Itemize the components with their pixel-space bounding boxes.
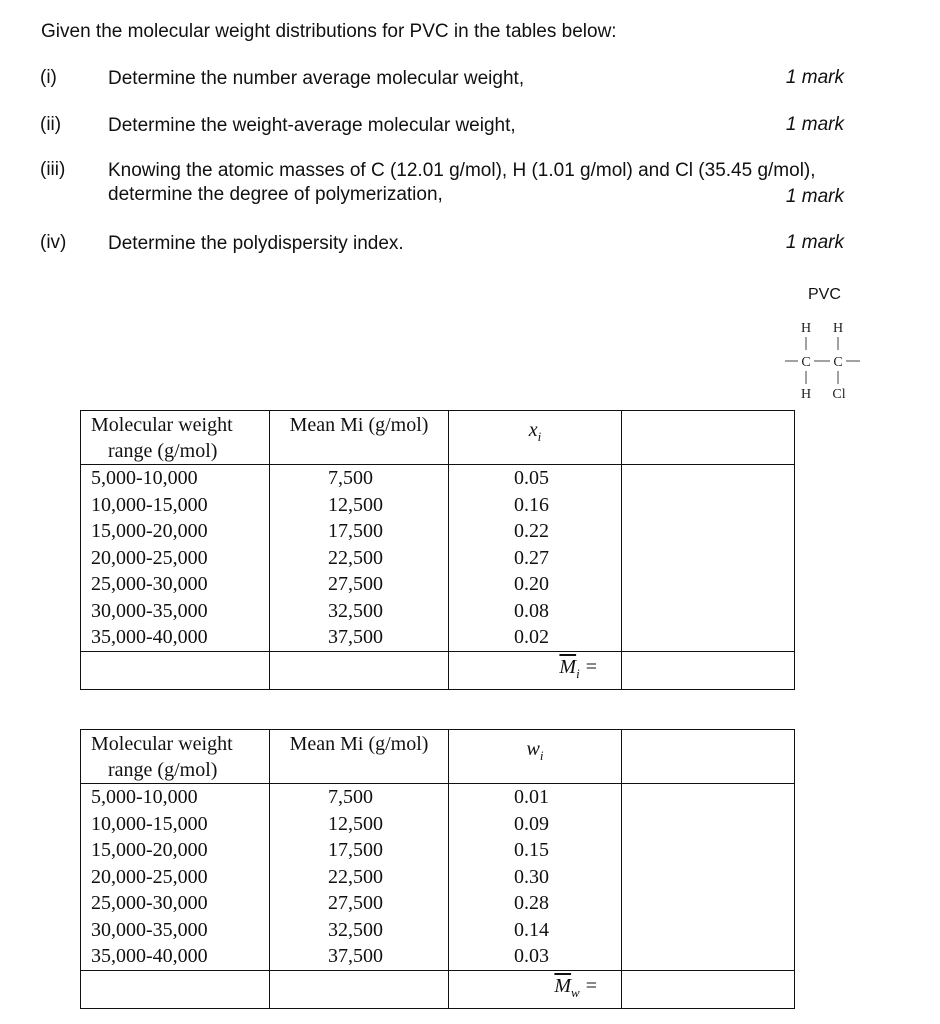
number-average-label <box>449 651 622 689</box>
blank-column <box>622 465 795 652</box>
question-number: (iv) <box>40 232 67 253</box>
equals-sign: = <box>585 655 597 678</box>
intro-text: Given the molecular weight distributions for PVC in the tables below: <box>41 21 617 42</box>
table-body-row <box>81 465 795 652</box>
table-cell: 25,000-30,000 <box>91 573 208 595</box>
table-cell: 17,500 <box>328 839 383 861</box>
question-number: (iii) <box>40 159 66 180</box>
header-range-line2: range (g/mol) <box>108 759 218 781</box>
pvc-title: PVC <box>808 286 841 303</box>
header-fraction-sub: i <box>539 748 544 763</box>
table-cell: 5,000-10,000 <box>91 786 198 808</box>
table-footer-row <box>81 970 795 1008</box>
weight-fraction-table <box>80 729 795 1009</box>
table-cell: 0.16 <box>514 493 549 516</box>
header-fraction <box>449 411 622 465</box>
question-number: (i) <box>40 67 57 88</box>
header-fraction-base: w <box>526 738 540 760</box>
header-blank <box>622 411 795 465</box>
table-cell: 15,000-20,000 <box>91 839 208 861</box>
table-cell: 0.03 <box>514 945 549 967</box>
table-header-row <box>81 730 795 784</box>
header-mean: Mean Mi (g/mol) <box>270 730 449 784</box>
question-mark: 1 mark <box>785 114 844 135</box>
question-mark: 1 mark <box>785 232 844 253</box>
table-cell: 37,500 <box>328 626 383 648</box>
table-cell: 7,500 <box>328 786 373 808</box>
answer-cell[interactable] <box>622 970 795 1008</box>
table-cell: 5,000-10,000 <box>91 467 198 489</box>
footer-blank <box>270 651 449 689</box>
question-text: Determine the polydispersity index. <box>108 233 404 254</box>
table-cell: 0.22 <box>514 520 549 542</box>
table-cell: 12,500 <box>328 493 383 516</box>
question-number: (ii) <box>40 114 62 135</box>
table-cell: 7,500 <box>328 467 373 489</box>
table-cell: 35,000-40,000 <box>91 626 208 648</box>
average-subscript: w <box>571 984 580 1000</box>
table-cell: 0.27 <box>514 546 549 569</box>
table-cell: 20,000-25,000 <box>91 546 208 569</box>
table-cell: 15,000-20,000 <box>91 520 208 542</box>
footer-blank <box>81 651 270 689</box>
header-fraction <box>449 730 622 784</box>
atom-c-1: C <box>801 355 811 370</box>
atom-c-2: C <box>833 355 843 370</box>
answer-cell[interactable] <box>622 651 795 689</box>
average-subscript: i <box>576 665 580 681</box>
table-cell: 37,500 <box>328 945 383 967</box>
header-range <box>81 730 270 784</box>
mean-column <box>270 784 449 971</box>
table-cell: 0.09 <box>514 812 549 835</box>
bond-lines <box>785 337 860 384</box>
atom-h-top-2: H <box>832 321 844 336</box>
footer-blank <box>81 970 270 1008</box>
table-cell: 27,500 <box>328 573 383 595</box>
table-cell: 0.15 <box>514 839 549 861</box>
table-cell: 12,500 <box>328 812 383 835</box>
header-fraction-sub: i <box>537 429 542 444</box>
table-cell: 0.20 <box>514 573 549 595</box>
table-footer-row <box>81 651 795 689</box>
table-cell: 10,000-15,000 <box>91 812 208 835</box>
table-cell: 32,500 <box>328 599 383 622</box>
equals-sign: = <box>585 974 597 997</box>
table-cell: 0.30 <box>514 865 549 888</box>
header-mean: Mean Mi (g/mol) <box>270 411 449 465</box>
header-range-line1: Molecular weight <box>91 733 233 755</box>
header-range-line1: Molecular weight <box>91 414 233 436</box>
header-blank <box>622 730 795 784</box>
header-fraction-base: x <box>528 419 538 441</box>
question-mark: 1 mark <box>785 186 844 207</box>
table-cell: 17,500 <box>328 520 383 542</box>
table-cell: 0.01 <box>514 786 549 808</box>
table-cell: 30,000-35,000 <box>91 918 208 941</box>
footer-blank <box>270 970 449 1008</box>
question-text: Knowing the atomic masses of C (12.01 g/mol), H (1.01 g/mol) and Cl (35.45 g/mol), determine the degree of polymerization, <box>108 160 816 205</box>
header-range <box>81 411 270 465</box>
question-mark: 1 mark <box>785 67 844 88</box>
atom-h-top-1: H <box>800 321 812 336</box>
pvc-structure-diagram <box>780 310 870 402</box>
table-cell: 35,000-40,000 <box>91 945 208 967</box>
mean-column <box>270 465 449 652</box>
table-cell: 22,500 <box>328 546 383 569</box>
table-body-row <box>81 784 795 971</box>
table-cell: 0.02 <box>514 626 549 648</box>
table-cell: 30,000-35,000 <box>91 599 208 622</box>
table-cell: 0.05 <box>514 467 549 489</box>
fraction-column <box>449 465 622 652</box>
blank-column <box>622 784 795 971</box>
fraction-column <box>449 784 622 971</box>
question-text: Determine the weight-average molecular weight, <box>108 115 516 136</box>
number-fraction-table <box>80 410 795 690</box>
average-symbol: $\overline{M}$ <box>554 974 572 997</box>
range-column <box>81 465 270 652</box>
table-cell: 10,000-15,000 <box>91 493 208 516</box>
question-text: Determine the number average molecular weight, <box>108 68 525 89</box>
range-column <box>81 784 270 971</box>
table-cell: 0.14 <box>514 918 549 941</box>
table-cell: 25,000-30,000 <box>91 892 208 914</box>
atom-cl-bottom: Cl <box>832 387 846 402</box>
average-symbol: $\overline{M}$ <box>559 655 577 678</box>
table-cell: 22,500 <box>328 865 383 888</box>
atom-h-bottom: H <box>800 387 812 402</box>
table-cell: 0.28 <box>514 892 549 914</box>
table-cell: 0.08 <box>514 599 549 622</box>
weight-average-label <box>449 970 622 1008</box>
table-cell: 20,000-25,000 <box>91 865 208 888</box>
table-cell: 32,500 <box>328 918 383 941</box>
table-cell: 27,500 <box>328 892 383 914</box>
header-range-line2: range (g/mol) <box>108 440 218 462</box>
table-header-row <box>81 411 795 465</box>
